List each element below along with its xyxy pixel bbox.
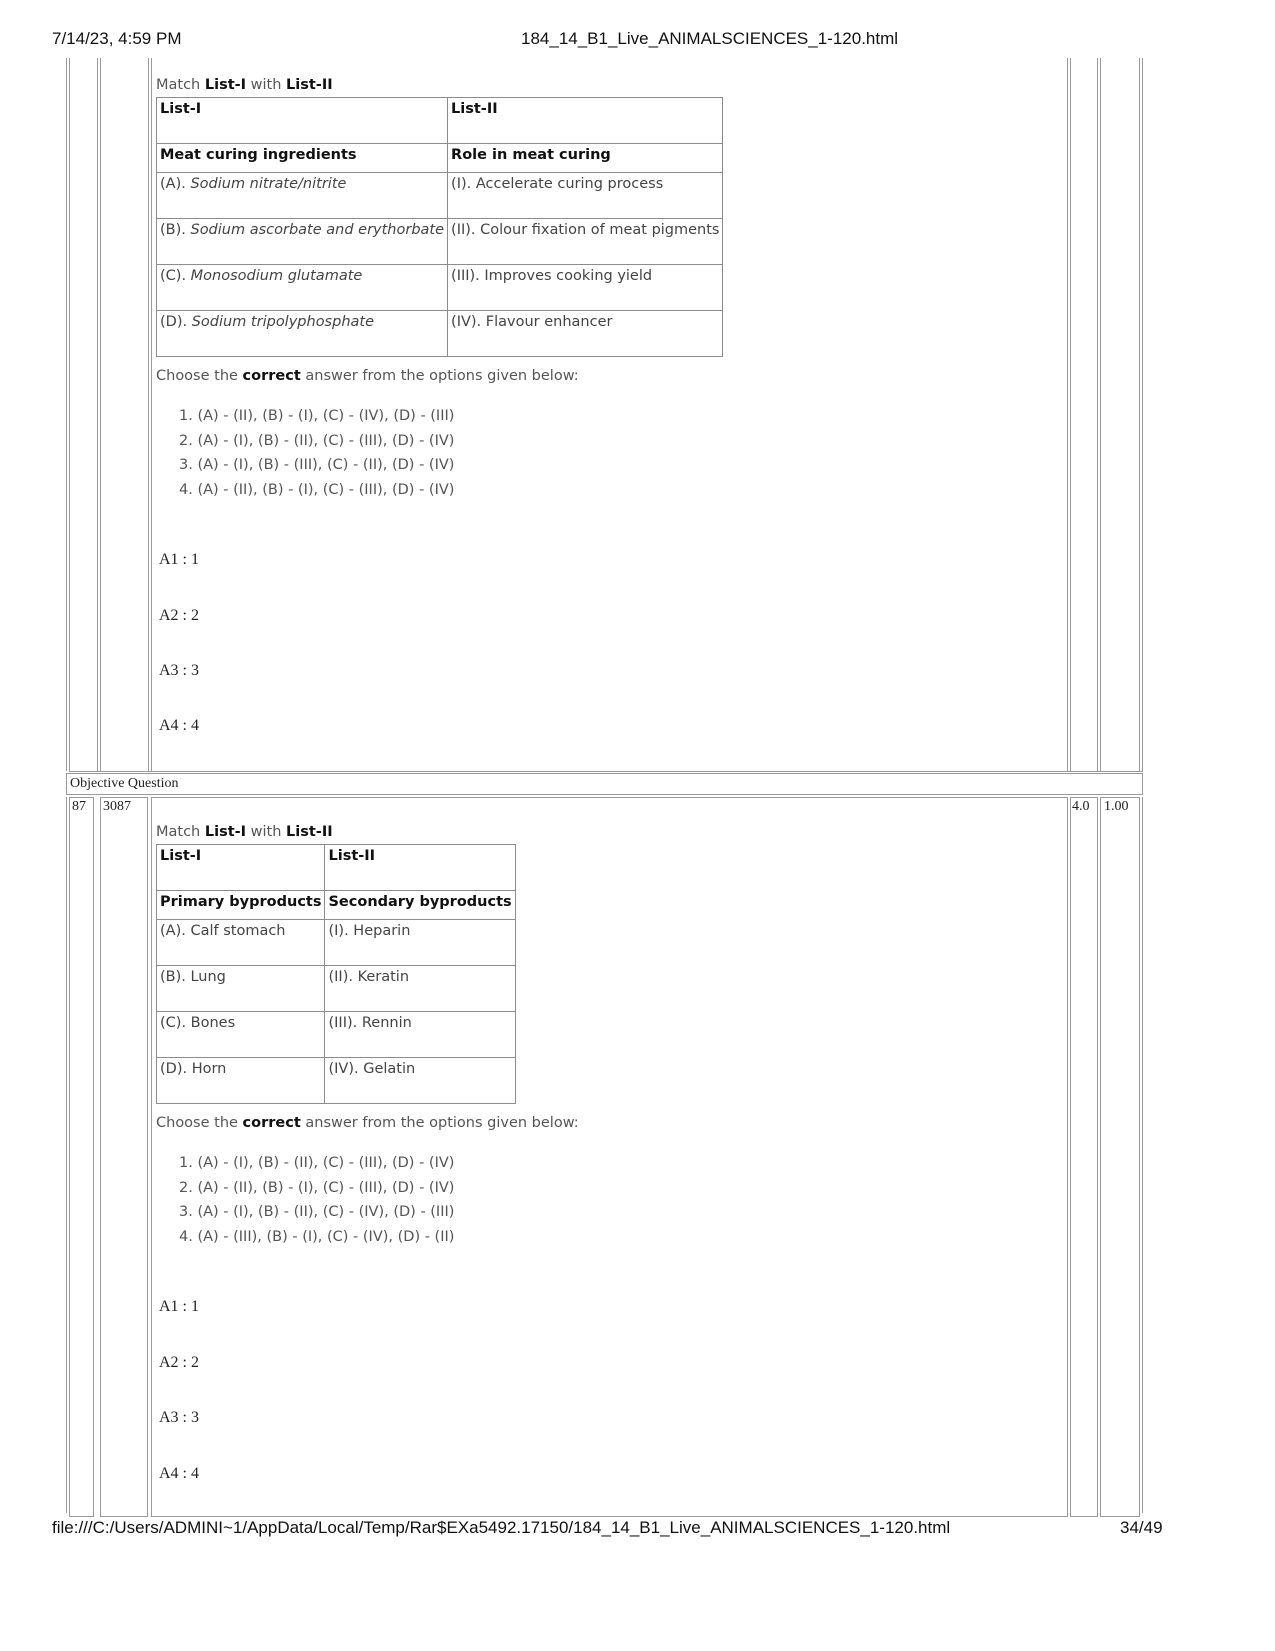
table-row	[157, 845, 516, 891]
table-border	[97, 58, 98, 771]
q86-col2-head: List-II	[448, 98, 723, 144]
q87-col1-subhead: Primary byproducts	[157, 891, 325, 920]
table-border	[1139, 58, 1140, 771]
q86-answer-1: A1 : 1	[159, 551, 199, 568]
q87-id: 3087	[103, 799, 131, 814]
q86-answer-2: A2 : 2	[159, 607, 199, 624]
q86-list2-item: (I). Accelerate curing process	[448, 173, 723, 219]
list-item: 3. (A) - (I), (B) - (III), (C) - (II), (D) - (IV)	[179, 457, 455, 473]
list-item: 1. (A) - (II), (B) - (I), (C) - (IV), (D) - (III)	[179, 408, 455, 424]
q87-list1-item: (C). Bones	[157, 1012, 325, 1058]
q86-list2-item: (II). Colour fixation of meat pigments	[448, 219, 723, 265]
q87-options-list	[179, 1151, 454, 1249]
print-footer-path: file:///C:/Users/ADMINI~1/AppData/Local/Temp/Rar$EXa5492.17150/184_14_B1_Live_ANIMALSCIENCES_1-120.html	[52, 1518, 951, 1537]
q86-list2-item: (III). Improves cooking yield	[448, 265, 723, 311]
table-border	[66, 58, 67, 771]
table-border	[1142, 797, 1143, 1513]
list-item: 2. (A) - (I), (B) - (II), (C) - (III), (D) - (IV)	[179, 432, 455, 449]
q86-col1-head: List-I	[157, 98, 448, 144]
q86-list1-item: (B). Sodium ascorbate and erythorbate	[157, 219, 448, 265]
q87-marks-cell	[1070, 797, 1098, 1517]
table-row	[157, 966, 516, 1012]
q87-list2-item: (I). Heparin	[325, 920, 515, 966]
table-row	[157, 173, 723, 219]
table-border	[148, 58, 149, 771]
list-item: 4. (A) - (III), (B) - (I), (C) - (IV), (D) - (II)	[179, 1228, 455, 1245]
table-border	[1070, 58, 1071, 771]
table-border	[100, 58, 101, 771]
q86-list1-item: (D). Sodium tripolyphosphate	[157, 311, 448, 357]
q87-answer-3: A3 : 3	[159, 1409, 199, 1426]
table-row	[157, 311, 723, 357]
q87-negative-marks: 1.00	[1104, 799, 1129, 814]
q87-list2-item: (IV). Gelatin	[325, 1058, 515, 1104]
table-row	[157, 1058, 516, 1104]
q86-answer-4: A4 : 4	[159, 717, 199, 734]
q87-choose-instruction: Choose the correct answer from the options given below:	[156, 1115, 579, 1131]
q87-col1-head: List-I	[157, 845, 325, 891]
q87-number-cell	[69, 797, 94, 1517]
q87-match-instruction: Match List-I with List-II	[156, 824, 333, 840]
q87-list1-item: (D). Horn	[157, 1058, 325, 1104]
list-item: 3. (A) - (I), (B) - (II), (C) - (IV), (D) - (III)	[179, 1204, 455, 1220]
q86-list1-item: (A). Sodium nitrate/nitrite	[157, 173, 448, 219]
table-border	[151, 58, 152, 771]
table-row	[157, 98, 723, 144]
table-row	[157, 891, 516, 920]
print-datetime: 7/14/23, 4:59 PM	[52, 29, 182, 48]
section-label: Objective Question	[70, 776, 179, 791]
q86-col1-subhead: Meat curing ingredients	[157, 144, 448, 173]
q87-answer-2: A2 : 2	[159, 1354, 199, 1371]
table-border	[66, 797, 67, 1513]
q87-id-cell	[100, 797, 148, 1517]
q87-number: 87	[72, 799, 86, 814]
table-border	[69, 771, 1143, 772]
q86-col2-subhead: Role in meat curing	[448, 144, 723, 173]
list-item: 4. (A) - (II), (B) - (I), (C) - (III), (D) - (IV)	[179, 481, 455, 498]
q86-answer-3: A3 : 3	[159, 662, 199, 679]
list-item: 2. (A) - (II), (B) - (I), (C) - (III), (D) - (IV)	[179, 1179, 455, 1196]
q87-col2-subhead: Secondary byproducts	[325, 891, 515, 920]
q87-negative-cell	[1100, 797, 1140, 1517]
q86-choose-instruction: Choose the correct answer from the options given below:	[156, 368, 579, 384]
q86-list1-item: (C). Monosodium glutamate	[157, 265, 448, 311]
q86-options-list	[179, 404, 454, 502]
table-border	[1097, 58, 1098, 771]
q87-list1-item: (B). Lung	[157, 966, 325, 1012]
table-row	[157, 920, 516, 966]
table-row	[157, 1012, 516, 1058]
q87-answer-1: A1 : 1	[159, 1298, 199, 1315]
table-row	[157, 265, 723, 311]
table-border	[1067, 58, 1068, 771]
q86-list2-item: (IV). Flavour enhancer	[448, 311, 723, 357]
table-row	[157, 219, 723, 265]
section-row	[66, 773, 1143, 795]
q86-match-table	[156, 97, 723, 357]
table-border	[1100, 58, 1101, 771]
q87-match-table	[156, 844, 516, 1104]
table-border	[1142, 58, 1143, 771]
print-page-number: 34/49	[1120, 1518, 1163, 1537]
table-border	[69, 58, 70, 771]
q87-marks: 4.0	[1072, 799, 1090, 814]
q87-list2-item: (II). Keratin	[325, 966, 515, 1012]
list-item: 1. (A) - (I), (B) - (II), (C) - (III), (D) - (IV)	[179, 1155, 455, 1171]
q87-list2-item: (III). Rennin	[325, 1012, 515, 1058]
table-row	[157, 144, 723, 173]
q87-list1-item: (A). Calf stomach	[157, 920, 325, 966]
q86-match-instruction: Match List-I with List-II	[156, 77, 333, 93]
print-title: 184_14_B1_Live_ANIMALSCIENCES_1-120.html	[521, 29, 899, 48]
q87-col2-head: List-II	[325, 845, 515, 891]
q87-answer-4: A4 : 4	[159, 1465, 199, 1482]
